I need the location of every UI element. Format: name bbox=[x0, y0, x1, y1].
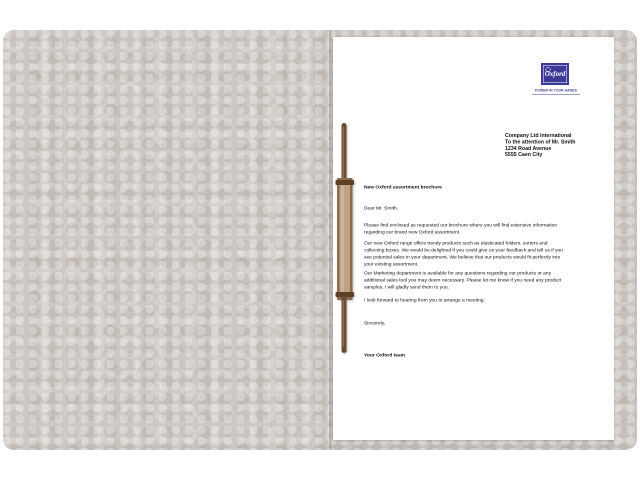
paragraph-line: see potential sales in your department. We believe that our products would fit perfectly into bbox=[364, 254, 561, 260]
logo-wordmark: Oxford bbox=[544, 70, 566, 78]
recipient-attention: To the attention of Mr. Smith bbox=[505, 138, 576, 145]
paragraph-1 bbox=[364, 222, 557, 236]
paragraph-2 bbox=[364, 240, 563, 268]
fastener-top-highlight bbox=[343, 127, 345, 181]
paragraph-line: your existing assortment. bbox=[364, 261, 419, 267]
recipient-street: 1234 Road Avenue bbox=[505, 145, 552, 152]
subject-text: New Oxford assortment brochure bbox=[364, 184, 442, 190]
letter-subject bbox=[364, 184, 442, 191]
recipient-address bbox=[505, 133, 575, 159]
letter-closing bbox=[364, 320, 385, 327]
letter-salutation bbox=[364, 205, 398, 212]
tagline-divider bbox=[532, 95, 580, 96]
paragraph-line: Please find enclosed as requested our brochure where you will find extensive information bbox=[364, 222, 558, 228]
fastener-upper-fold bbox=[336, 180, 355, 185]
letter-signature bbox=[364, 352, 405, 359]
salutation-text: Dear Mr. Smith, bbox=[364, 205, 399, 211]
recipient-city: 5555 Caen City bbox=[505, 151, 543, 158]
paragraph-line: collecting boxes. We would be delighted if you could give us your feedback and tell us if you bbox=[364, 247, 563, 253]
fastener-plate-sheen bbox=[341, 186, 344, 292]
signature-text: Your Oxford team bbox=[364, 352, 406, 358]
paragraph-line: additional sales tool you may deem necessary. Please let me know if you need any product bbox=[364, 277, 562, 283]
paragraph-line: Our Marketing department is available for any questions regarding our products or any bbox=[364, 270, 552, 276]
recipient-company: Company Ltd international bbox=[505, 132, 572, 139]
folder-front-cover bbox=[3, 30, 330, 450]
metal-fastener bbox=[334, 120, 358, 356]
paragraph-line: Our new Oxford range offers trendy products such as elasticated folders, sorters and bbox=[364, 240, 548, 246]
oxford-logo bbox=[541, 63, 569, 85]
paragraph-4 bbox=[364, 297, 485, 304]
brand-tagline: POWER IN YOUR HANDS bbox=[535, 89, 577, 93]
paragraph-3 bbox=[364, 270, 561, 291]
paragraph-line: I look forward to hearing from you to arrange a meeting. bbox=[364, 297, 485, 303]
paragraph-line: regarding our brand new Oxford assortment. bbox=[364, 229, 461, 235]
letter-sheet bbox=[333, 37, 614, 440]
closing-text: Sincerely, bbox=[364, 320, 386, 326]
fastener-bottom-highlight bbox=[343, 301, 345, 347]
letter-content bbox=[333, 37, 614, 440]
paragraph-line: samples, I will gladly send them to you. bbox=[364, 284, 449, 290]
